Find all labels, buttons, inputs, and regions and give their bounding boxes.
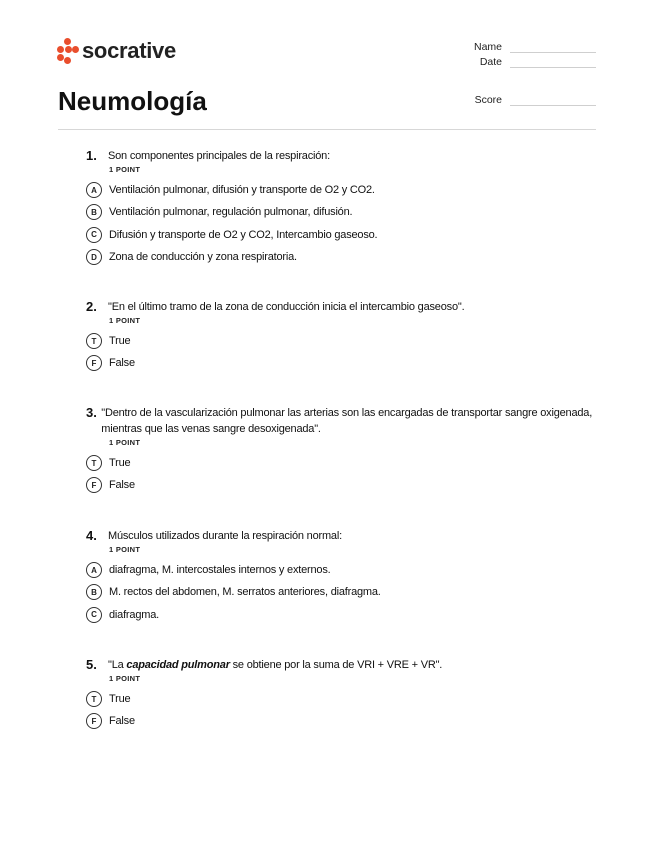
answer-option[interactable]	[86, 559, 596, 581]
answer-option[interactable]	[86, 224, 596, 246]
option-letter-badge[interactable]: A	[86, 182, 102, 198]
question-1	[86, 148, 596, 268]
name-field[interactable]	[442, 41, 596, 53]
option-letter-badge[interactable]: C	[86, 607, 102, 623]
score-line[interactable]	[510, 96, 596, 106]
option-letter-badge[interactable]: F	[86, 477, 102, 493]
score-label: Score	[474, 94, 502, 106]
answer-option[interactable]	[86, 330, 596, 352]
answer-option[interactable]	[86, 474, 596, 496]
answer-option[interactable]	[86, 581, 596, 603]
question-text: Son componentes principales de la respiración:	[108, 150, 330, 162]
answer-text: Ventilación pulmonar, regulación pulmonar, difusión.	[109, 206, 353, 219]
brand-name: socrative	[82, 38, 176, 63]
answer-text: diafragma, M. intercostales internos y externos.	[109, 564, 331, 577]
answer-text: Zona de conducción y zona respiratoria.	[109, 251, 297, 264]
question-3	[86, 405, 596, 497]
question-points: 1 POINT	[109, 545, 141, 554]
answer-text: Ventilación pulmonar, difusión y transporte de O2 y CO2.	[109, 184, 375, 197]
question-text-after: se obtiene por la suma de VRI + VRE + VR".	[229, 659, 443, 671]
question-text-before: "La	[108, 659, 127, 671]
question-text: Músculos utilizados durante la respiración normal:	[108, 530, 342, 542]
question-points: 1 POINT	[109, 316, 141, 325]
answer-text: True	[109, 693, 131, 706]
question-points: 1 POINT	[109, 674, 141, 683]
answer-option[interactable]	[86, 710, 596, 732]
question-points: 1 POINT	[109, 165, 141, 174]
option-letter-badge[interactable]: T	[86, 455, 102, 471]
answer-text: diafragma.	[109, 608, 159, 621]
option-letter-badge[interactable]: T	[86, 691, 102, 707]
question-text-emphasis: capacidad pulmonar	[126, 659, 230, 671]
option-letter-badge[interactable]: B	[86, 584, 102, 600]
question-points: 1 POINT	[109, 438, 141, 447]
page-title: Neumología	[58, 86, 207, 116]
score-field[interactable]	[442, 94, 596, 106]
date-field[interactable]	[442, 56, 596, 68]
answer-text: True	[109, 457, 131, 470]
answer-text: True	[109, 335, 131, 348]
option-letter-badge[interactable]: D	[86, 249, 102, 265]
socrative-logo	[57, 38, 176, 64]
answer-option[interactable]	[86, 604, 596, 626]
option-letter-badge[interactable]: F	[86, 713, 102, 729]
answer-text: M. rectos del abdomen, M. serratos anteriores, diafragma.	[109, 586, 381, 599]
question-5	[86, 657, 596, 733]
question-text	[108, 657, 442, 673]
question-number: 3.	[86, 405, 97, 420]
option-letter-badge[interactable]: C	[86, 227, 102, 243]
question-number: 2.	[86, 299, 97, 314]
answer-option[interactable]	[86, 246, 596, 268]
option-letter-badge[interactable]: B	[86, 204, 102, 220]
answer-option[interactable]	[86, 452, 596, 474]
question-text: "En el último tramo de la zona de conducción inicia el intercambio gaseoso".	[108, 301, 465, 313]
answer-option[interactable]	[86, 179, 596, 201]
answer-option[interactable]	[86, 688, 596, 710]
answer-text: False	[109, 715, 135, 728]
question-2	[86, 299, 596, 375]
answer-text: Difusión y transporte de O2 y CO2, Intercambio gaseoso.	[109, 228, 378, 241]
name-label: Name	[473, 41, 502, 53]
date-label: Date	[479, 56, 502, 68]
question-number: 4.	[86, 528, 97, 543]
answer-text: False	[109, 479, 135, 492]
option-letter-badge[interactable]: T	[86, 333, 102, 349]
header-divider	[58, 129, 596, 130]
socrative-logo-icon	[57, 38, 79, 64]
answer-text: False	[109, 357, 135, 370]
date-line[interactable]	[510, 58, 596, 68]
option-letter-badge[interactable]: A	[86, 562, 102, 578]
question-number: 1.	[86, 148, 97, 163]
question-text: "Dentro de la vascularización pulmonar las arterias son las encargadas de transportar sangre oxigenada, mientras que las venas sangre desoxigenada".	[101, 407, 593, 435]
option-letter-badge[interactable]: F	[86, 355, 102, 371]
question-number: 5.	[86, 657, 97, 672]
answer-option[interactable]	[86, 352, 596, 374]
question-4	[86, 528, 596, 626]
answer-option[interactable]	[86, 201, 596, 223]
name-line[interactable]	[510, 43, 596, 53]
